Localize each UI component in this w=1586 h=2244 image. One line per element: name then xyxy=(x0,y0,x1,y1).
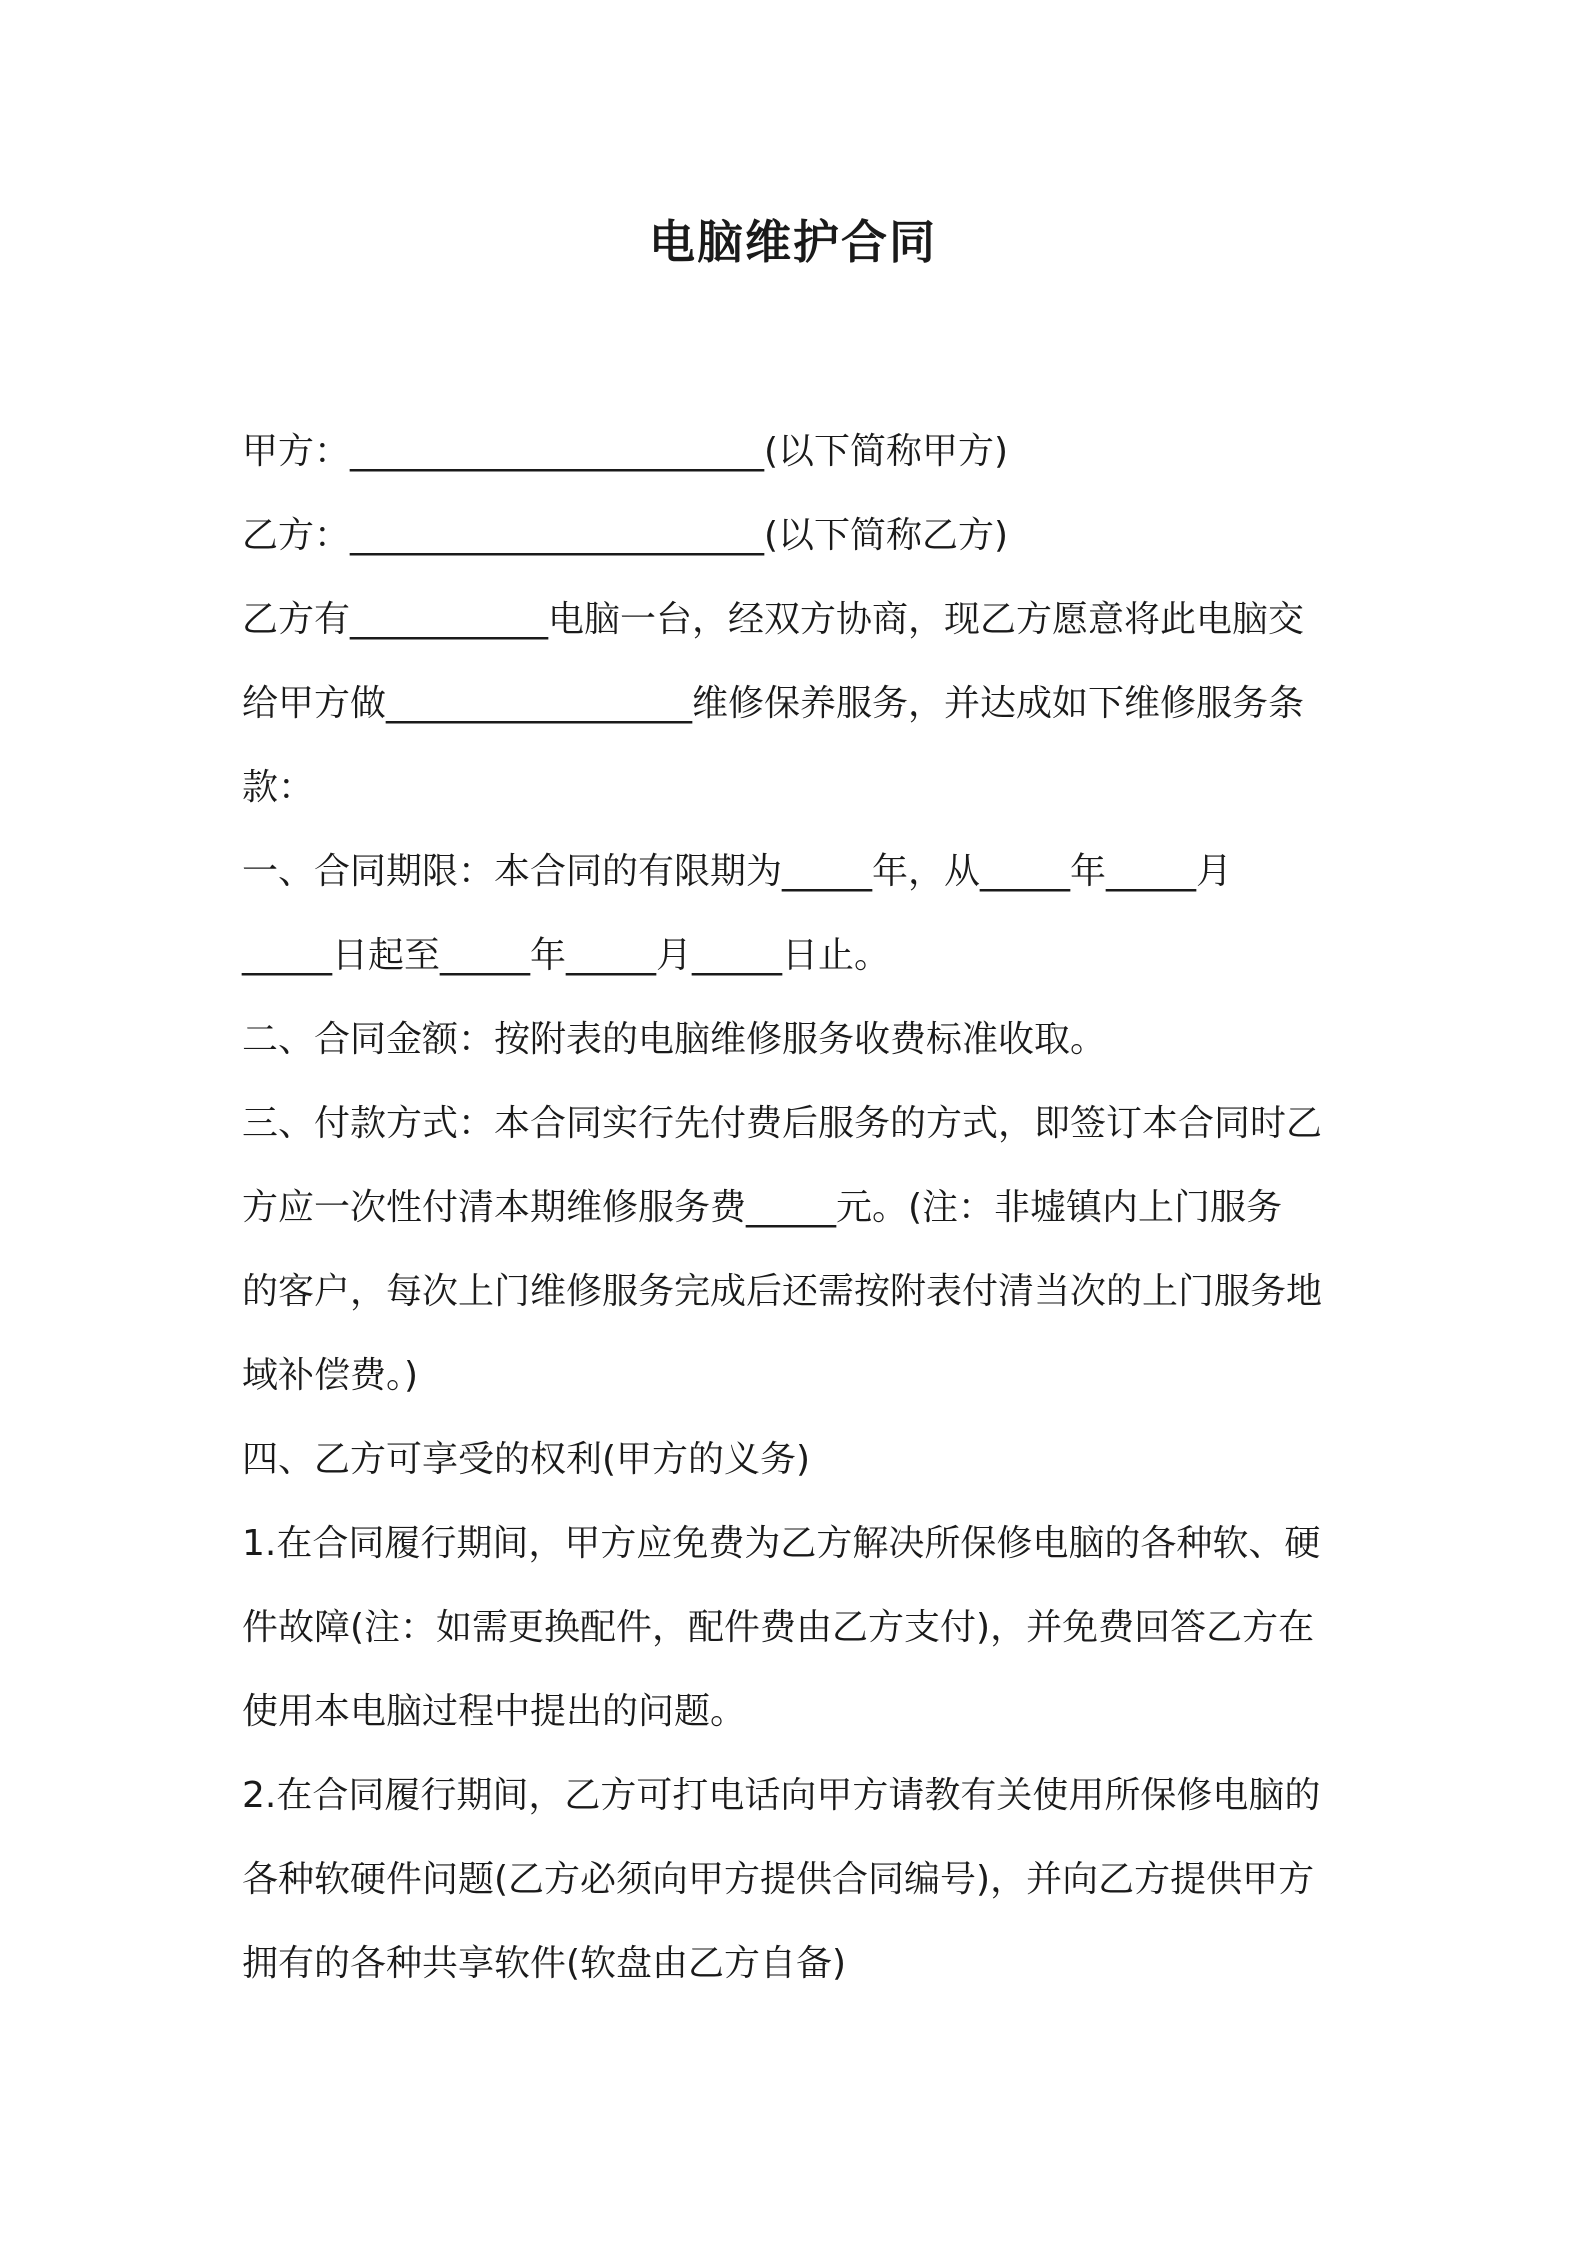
clause-payment-line-3: 的客户，每次上门维修服务完成后还需按附表付清当次的上门服务地 xyxy=(242,1271,1323,1312)
intro-line-3: 款： xyxy=(242,767,315,808)
clause-rights-heading: 四、乙方可享受的权利(甲方的义务) xyxy=(242,1439,811,1480)
clause-payment-line-1: 三、付款方式：本合同实行先付费后服务的方式，即签订本合同时乙 xyxy=(242,1103,1323,1144)
intro-line-1: 乙方有___________电脑一台，经双方协商，现乙方愿意将此电脑交 xyxy=(242,599,1305,640)
clause-term-line-1: 一、合同期限：本合同的有限期为_____年，从_____年_____月 xyxy=(242,851,1233,892)
party-b-line: 乙方：_______________________(以下简称乙方) xyxy=(242,515,1009,556)
party-a-line: 甲方：_______________________(以下简称甲方) xyxy=(242,431,1009,472)
document-title: 电脑维护合同 xyxy=(649,215,937,269)
rights-item-2-line-3: 拥有的各种共享软件(软盘由乙方自备) xyxy=(242,1943,847,1984)
clause-payment-line-4: 域补偿费。) xyxy=(242,1355,419,1396)
rights-item-2-line-2: 各种软硬件问题(乙方必须向甲方提供合同编号)，并向乙方提供甲方 xyxy=(242,1859,1315,1900)
rights-item-1-line-3: 使用本电脑过程中提出的问题。 xyxy=(242,1691,747,1732)
clause-term-line-2: _____日起至_____年_____月_____日止。 xyxy=(242,935,891,976)
rights-item-1-line-2: 件故障(注：如需更换配件，配件费由乙方支付)，并免费回答乙方在 xyxy=(242,1607,1315,1648)
rights-item-2-line-1: 2.在合同履行期间，乙方可打电话向甲方请教有关使用所保修电脑的 xyxy=(242,1775,1321,1816)
clause-amount-line: 二、合同金额：按附表的电脑维修服务收费标准收取。 xyxy=(242,1019,1107,1060)
clause-payment-line-2: 方应一次性付清本期维修服务费_____元。(注：非墟镇内上门服务 xyxy=(242,1187,1283,1228)
document-body xyxy=(242,410,1362,2006)
intro-line-2: 给甲方做_________________维修保养服务，并达成如下维修服务条 xyxy=(242,683,1305,724)
rights-item-1-line-1: 1.在合同履行期间，甲方应免费为乙方解决所保修电脑的各种软、硬 xyxy=(242,1523,1321,1564)
